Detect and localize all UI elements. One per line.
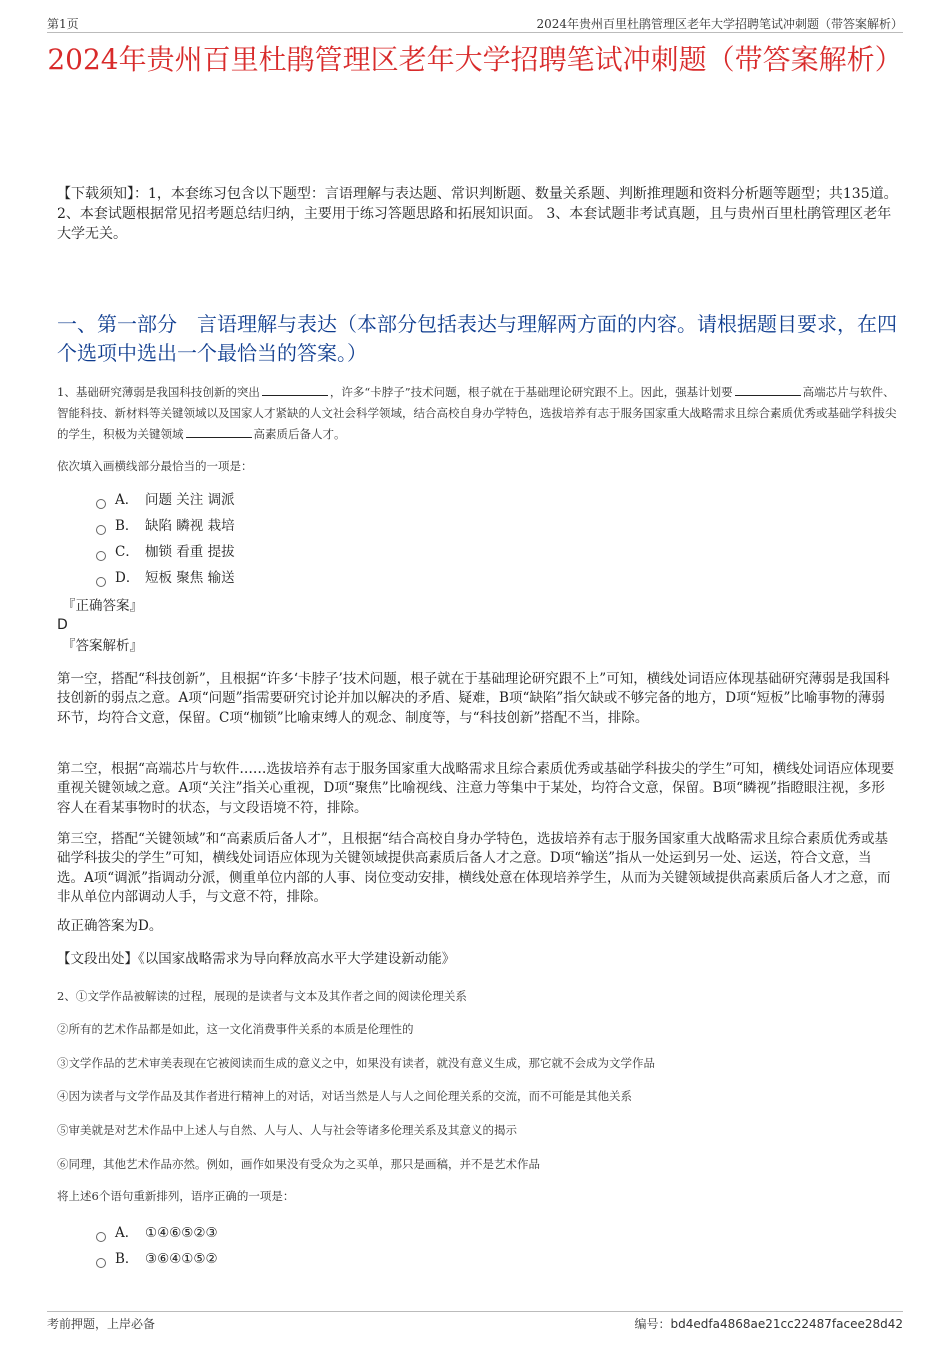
- footer-slogan: 考前押题，上岸必备: [47, 1317, 156, 1331]
- section-heading: 一、第一部分 言语理解与表达（本部分包括表达与理解两方面的内容。请根据题目要求，在四个选项中选出一个最恰当的答案。）: [57, 312, 897, 365]
- q1-prompt: 依次填入画横线部分最恰当的一项是：: [57, 459, 253, 473]
- q1-stem-part4: 高素质后备人才。: [253, 427, 346, 441]
- analysis-paragraph-1: 第一空，搭配“科技创新”，且根据“许多‘卡脖子’技术问题，根子就在于基础理论研究跟不上”可知，横线处词语应体现基础研究薄弱是我国科技创新的弱点之意。A项“问题”指需要研究讨论并加以解决的矛盾、疑难，B项“缺陷”指欠缺或不够完备的地方，D项“短板”比喻事物的薄弱环节，均符合文意，保留。C项“枷锁”比喻束缚人的观念、制度等，与“科技创新”搭配不当，排除。: [57, 671, 890, 726]
- page-header: [47, 14, 903, 33]
- document-title: 2024年贵州百里杜鹃管理区老年大学招聘笔试冲刺题（带答案解析）: [47, 43, 903, 76]
- code-value: bd4edfa4868ae21cc22487facee28d42: [670, 1317, 903, 1331]
- q1-stem-part1: 1、基础研究薄弱是我国科技创新的突出: [57, 385, 260, 399]
- radio-button[interactable]: [96, 1258, 106, 1268]
- page-footer: [47, 1311, 903, 1332]
- q1-stem-part2: ，许多“卡脖子”技术问题，根子就在于基础理论研究跟不上。因此，强基计划要: [329, 385, 733, 399]
- q2-sentence-6: ⑥同理，其他艺术作品亦然。例如，画作如果没有受众为之买单，那只是画稿，并不是艺术作品: [57, 1157, 540, 1171]
- radio-button[interactable]: [96, 551, 106, 561]
- radio-button[interactable]: [96, 525, 106, 535]
- question-1-stem: [57, 382, 898, 445]
- analysis-paragraph-3: 第三空，搭配“关键领域”和“高素质后备人才”，且根据“结合高校自身办学特色，选拔培养有志于服务国家重大战略需求且综合素质优秀或基础学科拔尖的学生”可知，横线处词语应体现为关键领域提供高素质后备人才之意。D项“输送”指从一处运到另一处、运送，符合文意，当选。A项“调派”指调动分派，侧重单位内部的人事、岗位变动安排，横线处意在体现培养学生，从而为关键领域提供高素质后备人才之意，而非从单位内部调动人手，与文意不符，排除。: [57, 831, 891, 905]
- header-doc-title: 2024年贵州百里杜鹃管理区老年大学招聘笔试冲刺题（带答案解析）: [536, 17, 903, 31]
- analysis-conclusion: 故正确答案为D。: [57, 918, 163, 934]
- code-label: 编号：: [634, 1317, 671, 1331]
- fill-blank-1: [262, 383, 328, 396]
- document-code: [635, 1315, 903, 1332]
- radio-button[interactable]: [96, 499, 106, 509]
- passage-source: 【文段出处】《以国家战略需求为导向释放高水平大学建设新动能》: [57, 951, 456, 967]
- q2-sentence-5: ⑤审美就是对艺术作品中上述人与自然、人与人、人与社会等诸多伦理关系及其意义的揭示: [57, 1123, 517, 1137]
- radio-button[interactable]: [96, 577, 106, 587]
- page-number: 第1页: [47, 17, 79, 31]
- analysis-paragraph-2: 第二空，根据“高端芯片与软件……选拔培养有志于服务国家重大战略需求且综合素质优秀或基础学科拔尖的学生”可知，横线处词语应体现要重视关键领域之意。A项“关注”指关心重视，D项“聚焦”比喻视线、注意力等集中于某处，均符合文意，保留。B项“瞵视”指瞪眼注视，多形容人在看某事物时的状态，与文段语境不符，排除。: [57, 761, 895, 816]
- radio-button[interactable]: [96, 1232, 106, 1242]
- download-notice: 【下载须知】：1，本套练习包含以下题型：言语理解与表达题、常识判断题、数量关系题、判断推理题和资料分析题等题型；共135道。 2、本套试题根据常见招考题总结归纳，主要用于练习答题思路和拓展知识面。 3、本套试题非考试真题，且与贵州百里杜鹃管理区老年大学无关。: [57, 186, 898, 242]
- q2-sentence-2: ②所有的艺术作品都是如此，这一文化消费事件关系的本质是伦理性的: [57, 1022, 414, 1036]
- analysis-label: 『答案解析』: [62, 638, 143, 654]
- correct-answer: D: [57, 617, 68, 633]
- q2-sentence-4: ④因为读者与文学作品及其作者进行精神上的对话，对话当然是人与人之间伦理关系的交流，而不可能是其他关系: [57, 1089, 632, 1103]
- q1-stem-part3: 高端芯片与软件、智能科技、新材料等关键领域以及国家人才紧缺的人文社会科学领域，结合高校自身办学特色，选拔培养有志于服务国家重大战略需求且综合素质优秀或基础学科拔尖的学生，积极为关键领域: [57, 385, 897, 441]
- q2-prompt: 将上述6个语句重新排列，语序正确的一项是：: [57, 1189, 295, 1203]
- fill-blank-2: [735, 383, 801, 396]
- q2-sentence-1: 2、①文学作品被解读的过程，展现的是读者与文本及其作者之间的阅读伦理关系: [57, 989, 467, 1003]
- q2-sentence-3: ③文学作品的艺术审美表现在它被阅读而生成的意义之中，如果没有读者，就没有意义生成，那它就不会成为文学作品: [57, 1056, 655, 1070]
- answer-label: 『正确答案』: [62, 598, 143, 614]
- fill-blank-3: [186, 425, 252, 438]
